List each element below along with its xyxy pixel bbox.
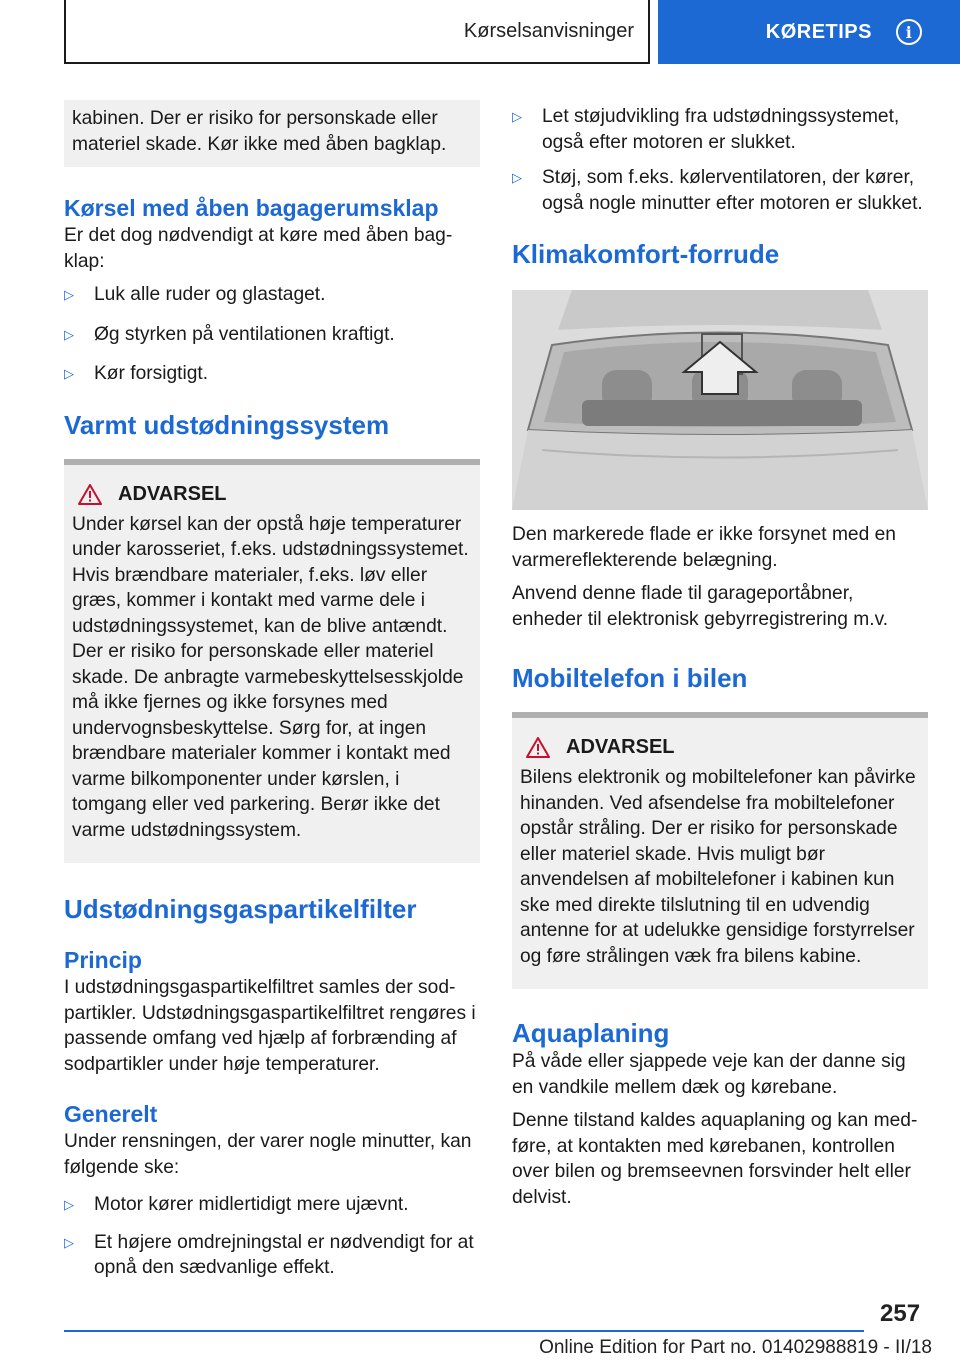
heading-aquaplaning: Aquaplaning [512,1018,670,1048]
bullet-icon: ▷ [64,1234,74,1250]
list-general [64,1192,480,1281]
footer-divider [64,1330,864,1332]
intro-note-box [64,100,480,167]
right-column [512,100,928,1210]
chapter-title: KØRETIPS [765,20,872,43]
list-item: ▷ Støj, som f.eks. kølerventilatoren, der kører, også nogle minutter efter motoren er slukket. [512,167,923,214]
bullet-icon: ▷ [64,366,74,381]
page-header [0,0,960,66]
bullet-icon: ▷ [64,326,74,342]
heading-particle-filter: Udstødningsgaspartikelfilter [64,894,417,924]
list-item: ▷ Let støjudvikling fra udstødningssystemet, også efter motoren er slukket. [512,106,900,153]
warning-text-mobile: Bilens elektronik og mobiltelefoner kan påvirke hinanden. Ved afsendelse fra mobiltelefoner opstår stråling. Der er risiko for personskade eller materiel skade. Hvis muligt bør anvendelsen af mobiltelefoner i kabinen kun ske med direkte tilslutning til en udvendig antenne for at udelukke gensidige forstyrrelser og føre strålingen væk fra bilens kabine. [520,767,916,967]
list-open-trunk [64,282,480,387]
warning-title [72,483,472,506]
page-number: 257 [880,1300,921,1327]
heading-open-trunk: Kørsel med åben bagagerumsklap [64,195,439,221]
list-item: ▷ Øg styrken på ventilationen kraftigt. [64,322,480,348]
info-icon[interactable]: i [896,19,922,45]
paragraph-windshield-1: Den markerede flade er ikke forsynet med en varmereflekterende belægning. [512,524,896,571]
left-column [64,100,480,1281]
paragraph-general: Under rensningen, der varer nogle minutter, kan følgende ske: [64,1131,472,1178]
paragraph-aquaplaning-1: På våde eller sjappede veje kan der danne sig en vandkile mellem dæk og kørebane. [512,1051,906,1098]
warning-box-mobile [512,712,928,989]
warning-text-hot-exhaust: Under kørsel kan der opstå høje temperaturer under karosseriet, f.eks. udstødningssystemet. Hvis brændbare materialer, f.eks. løv eller græs, kommer i kontakt med varme dele i udstødningssystemet, kan de blive antændt. Der er risiko for personskade eller materiel skade. De anbragte varmebeskyttelsesskjolde må ikke fjernes og ikke forsynes med undervognsbeskyttelse. Sørg for, at ingen brændbare materialer kommer i kontakt med varme bilkomponenter under kørslen, i tomgang eller ved parkering. Berør ikke det varme udstødningssystem. [72,513,469,841]
bullet-icon: ▷ [512,170,522,185]
list-item: ▷ Et højere omdrejningstal er nødvendigt for at opnå den sædvanlige effekt. [64,1231,474,1278]
bullet-icon: ▷ [64,1197,74,1212]
paragraph-principle: I udstødningsgaspartikelfiltret samles der sodpartikler. Udstødningsgaspartikelfiltret rengøres i passende omfang ved hjælp af forbrænding af sodpartikler under høje temperaturer. [64,977,476,1075]
warning-label: ADVARSEL [566,736,675,758]
paragraph-open-trunk: Er det dog nødvendigt at køre med åben bagklap: [64,225,453,272]
warning-box-hot-exhaust [64,459,480,864]
list-item: ▷ Kør forsigtigt. [64,361,480,387]
heading-windshield: Klimakomfort-forrude [512,239,780,269]
heading-hot-exhaust: Varmt udstødningssystem [64,409,390,440]
warning-label: ADVARSEL [118,482,227,505]
chapter-tab[interactable] [658,0,960,64]
heading-general: Generelt [64,1101,158,1127]
list-continued [512,104,928,216]
bullet-icon: ▷ [64,287,74,302]
windshield-illustration [512,290,928,510]
bullet-icon: ▷ [512,109,522,124]
section-tab[interactable] [64,0,650,64]
intro-note-text: kabinen. Der er risiko for personskade eller materiel skade. Kør ikke med åben bagklap. [72,108,447,155]
section-title: Kørselsanvisninger [463,19,634,42]
warning-triangle-icon [78,484,102,505]
edition-text: Online Edition for Part no. 01402988819 - II/18 [539,1337,932,1358]
warning-triangle-icon [526,737,550,758]
warning-title [520,736,920,759]
list-item: ▷ Motor kører midlertidigt mere ujævnt. [64,1192,480,1218]
paragraph-aquaplaning-2: Denne tilstand kaldes aquaplaning og kan medføre, at kontakten med kørebanen, kontrollen over bilen og bremseevnen forsvinder helt eller delvist. [512,1110,918,1208]
paragraph-windshield-2: Anvend denne flade til garageportåbner, enheder til elektronisk gebyrregistrering m.v. [512,583,889,630]
list-item: ▷ Luk alle ruder og glastaget. [64,282,480,308]
car-rear-window-image [512,290,928,510]
heading-mobile-phone: Mobiltelefon i bilen [512,663,748,693]
heading-principle: Princip [64,947,142,973]
